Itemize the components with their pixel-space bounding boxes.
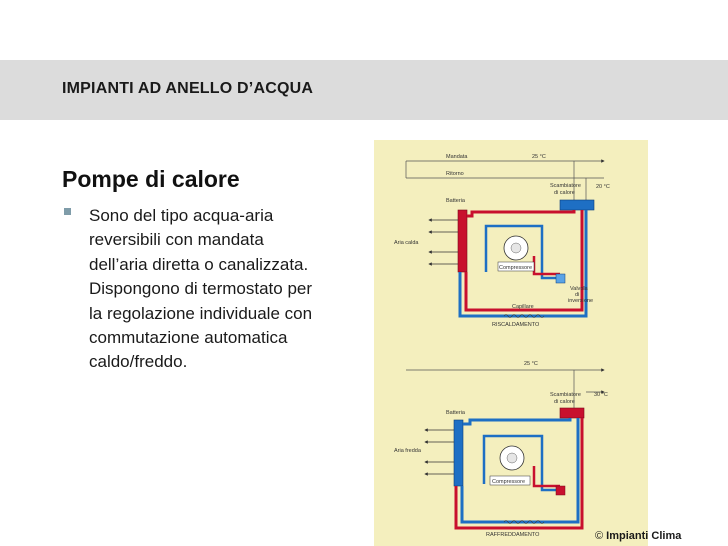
hot-pipe-top <box>467 210 574 216</box>
batteria-top <box>458 210 467 272</box>
batteria-top-label: Batteria <box>446 198 465 204</box>
scambiatore-bottom-label-1: Scambiatore <box>550 392 581 398</box>
cold-pipe-bottom <box>463 418 570 424</box>
temp-25-bottom-label: 25 °C <box>524 361 538 367</box>
mandata-label: Mandata <box>446 154 468 160</box>
compressore-bottom-label: Compressore <box>492 479 526 485</box>
ritorno-label: Ritorno <box>446 171 464 177</box>
reversing-valve-icon <box>556 274 565 283</box>
bullet-text: Sono del tipo acqua-aria reversibili con mandata dell’aria diretta o canalizzata. Dispongono di termostato per la regolazione individuale con commutazione automatica caldo/freddo. <box>89 206 313 372</box>
valvola-label-1: Valvola <box>570 286 588 292</box>
batteria-bottom-label: Batteria <box>446 410 465 416</box>
heat-exchanger-top <box>560 200 594 210</box>
capillare-label: Capillare <box>512 304 534 310</box>
hot-pipe-bottom <box>456 418 582 528</box>
copyright-symbol: © <box>595 530 604 542</box>
temp-20-label: 20 °C <box>596 184 610 190</box>
reversing-valve-bottom-icon <box>556 486 565 495</box>
valvola-label-2: di <box>575 292 580 298</box>
diagram-svg <box>374 140 648 546</box>
brand-name: Impianti Clima <box>606 530 682 542</box>
scambiatore-label-2: di calore <box>554 190 575 196</box>
slide-heading: Pompe di calore <box>62 166 240 192</box>
heating-diagram <box>394 154 610 328</box>
riscaldamento-label: RISCALDAMENTO <box>492 322 540 328</box>
cooling-diagram <box>394 361 608 538</box>
compressore-top-label: Compressore <box>499 265 533 271</box>
batteria-bottom <box>454 420 463 486</box>
raffreddamento-label: RAFFREDDAMENTO <box>486 532 540 538</box>
heat-pump-diagram <box>374 140 648 546</box>
bullet-square-icon <box>64 208 71 215</box>
footer-credit <box>595 530 681 542</box>
temp-30-label: 30 °C <box>594 392 608 398</box>
valvola-label-3: inversione <box>568 298 594 304</box>
heat-exchanger-bottom <box>560 408 584 418</box>
aria-fredda-label: Aria fredda <box>394 448 421 454</box>
slide-title: IMPIANTI AD ANELLO D’ACQUA <box>62 80 314 97</box>
scambiatore-label-1: Scambiatore <box>550 183 581 189</box>
temp-25-top-label: 25 °C <box>532 154 546 160</box>
scambiatore-bottom-label-2: di calore <box>554 399 575 405</box>
aria-calda-label: Aria calda <box>394 240 419 246</box>
